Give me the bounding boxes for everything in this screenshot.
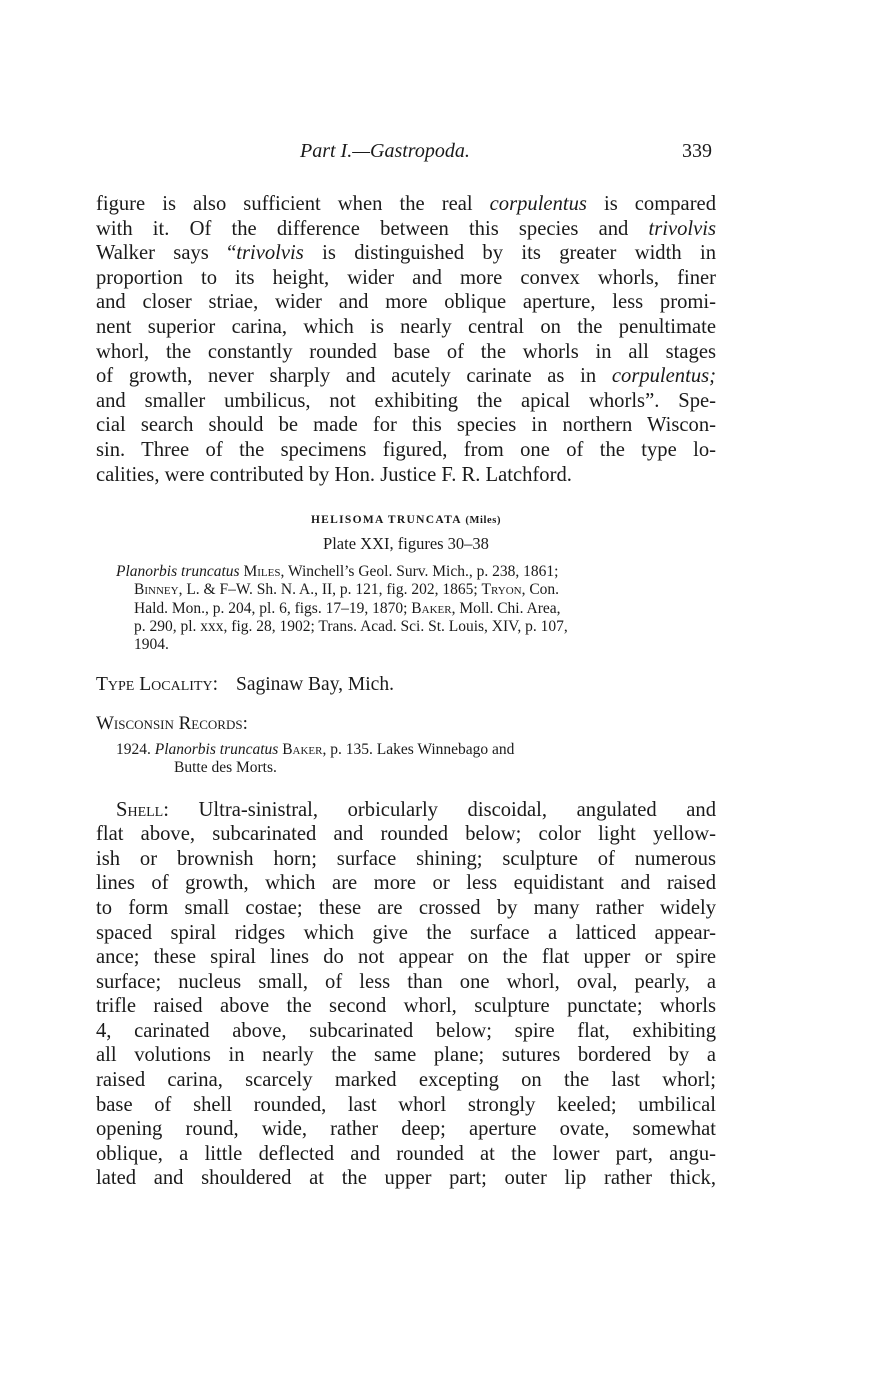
species-author: (Miles) [465,515,502,527]
text-line: figure is also sufficient when the real corpulentus is compared [96,193,716,215]
plate-reference: Plate XXI, figures 30–38 [323,534,489,554]
species-name: HELISOMA TRUNCATA [310,514,462,527]
text-line: ish or brownish horn; surface shining; sculpture of numerous [96,847,716,870]
italic-text: corpulentus [489,193,587,215]
shell-description [96,798,716,1192]
text-line: trifle raised above the second whorl, sculpture punctate; whorls [96,995,716,1018]
italic-text: Planorbis truncatus [116,563,240,581]
text-line: 4, carinated above, subcarinated below; spire flat, exhibiting [96,1019,716,1042]
text-line: Walker says “trivolvis is distinguished by its greater width in [96,242,716,265]
italic-text: trivolvis [648,217,716,240]
citation-line: p. 290, pl. xxx, fig. 28, 1902; Trans. Acad. Sci. St. Louis, XIV, p. 107, [134,617,568,635]
italic-text: corpulentus; [611,365,716,388]
text-line: lated and shouldered at the upper part; outer lip rather thick, [96,1167,716,1190]
text-line: whorl, the constantly rounded base of the whorls in all stages [96,340,716,363]
text-line: cial search should be made for this species in northern Wiscon- [96,414,716,437]
page-number: 339 [682,140,712,162]
text-line: Shell: Ultra-sinistral, orbicularly discoidal, angulated and [116,798,716,821]
text-line: surface; nucleus small, of less than one whorl, oval, pearly, a [96,970,716,993]
type-locality [96,674,716,696]
shell-label: Shell: [116,798,169,821]
citation-line: Planorbis truncatus Miles, Winchell’s Geol. Surv. Mich., p. 238, 1861; [116,563,559,581]
book-page [96,140,716,1191]
text-line: oblique, a little deflected and rounded at the lower part, angu- [96,1142,716,1165]
text-line: all volutions in nearly the same plane; sutures bordered by a [96,1044,716,1067]
italic-text: trivolvis [236,242,304,265]
small-caps-text: Baker [282,741,323,759]
text-line: opening round, wide, rather deep; aperture ovate, somewhat [96,1118,716,1141]
text-line: nent superior carina, which is nearly central on the penultimate [96,315,716,338]
text-line: ance; these spiral lines do not appear on the flat upper or spire [96,946,716,969]
text-line: proportion to its height, wider and more convex whorls, finer [96,266,716,289]
text-line: and closer striae, wider and more oblique aperture, less promi- [96,291,716,314]
type-locality-value: Saginaw Bay, Mich. [236,674,394,696]
text-line: sin. Three of the specimens figured, from one of the type lo- [96,438,716,461]
text-line: of growth, never sharply and acutely carinate as in corpulentus; [96,365,716,388]
text-line: lines of growth, which are more or less equidistant and raised [96,872,716,895]
citation-line: 1904. [134,635,169,653]
text-line: raised carina, scarcely marked excepting on the last whorl; [96,1069,716,1092]
small-caps-text: Binney [134,581,179,599]
type-locality-label: Type Locality: [96,674,218,696]
citation-line: Hald. Mon., p. 204, pl. 6, figs. 17–19, 1870; Baker, Moll. Chi. Area, [134,599,561,617]
running-head-title: Part I.—Gastropoda. [300,140,470,162]
text-line: flat above, subcarinated and rounded below; color light yellow- [96,823,716,846]
italic-text: Planorbis truncatus [154,741,279,759]
citation-line: Binney, L. & F–W. Sh. N. A., II, p. 121, fig. 202, 1865; Tryon, Con. [134,581,560,599]
synonymy-citations [96,563,716,654]
text-line: with it. Of the difference between this species and trivolvis [96,217,716,240]
text-line: spaced spiral ridges which give the surface a latticed appear- [96,921,716,944]
running-head [96,140,716,170]
text-line: base of shell rounded, last whorl strongly keeled; umbilical [96,1093,716,1116]
small-caps-text: Baker [411,599,452,617]
small-caps-text: Miles [243,563,281,581]
text-line: and smaller umbilicus, not exhibiting the apical whorls”. Spe- [96,389,716,412]
species-heading [96,514,716,526]
small-caps-text: Tryon [481,581,522,599]
text-line: calities, were contributed by Hon. Justice F. R. Latchford. [96,463,572,486]
record-line: Butte des Morts. [174,759,277,777]
record-line: 1924. Planorbis truncatus Baker, p. 135. Lakes Winnebago and [116,741,515,759]
wisconsin-records-list [96,741,716,777]
text-line: to form small costae; these are crossed by many rather widely [96,896,716,919]
intro-paragraph [96,192,716,487]
wisconsin-records-label: Wisconsin Records: [96,713,248,735]
